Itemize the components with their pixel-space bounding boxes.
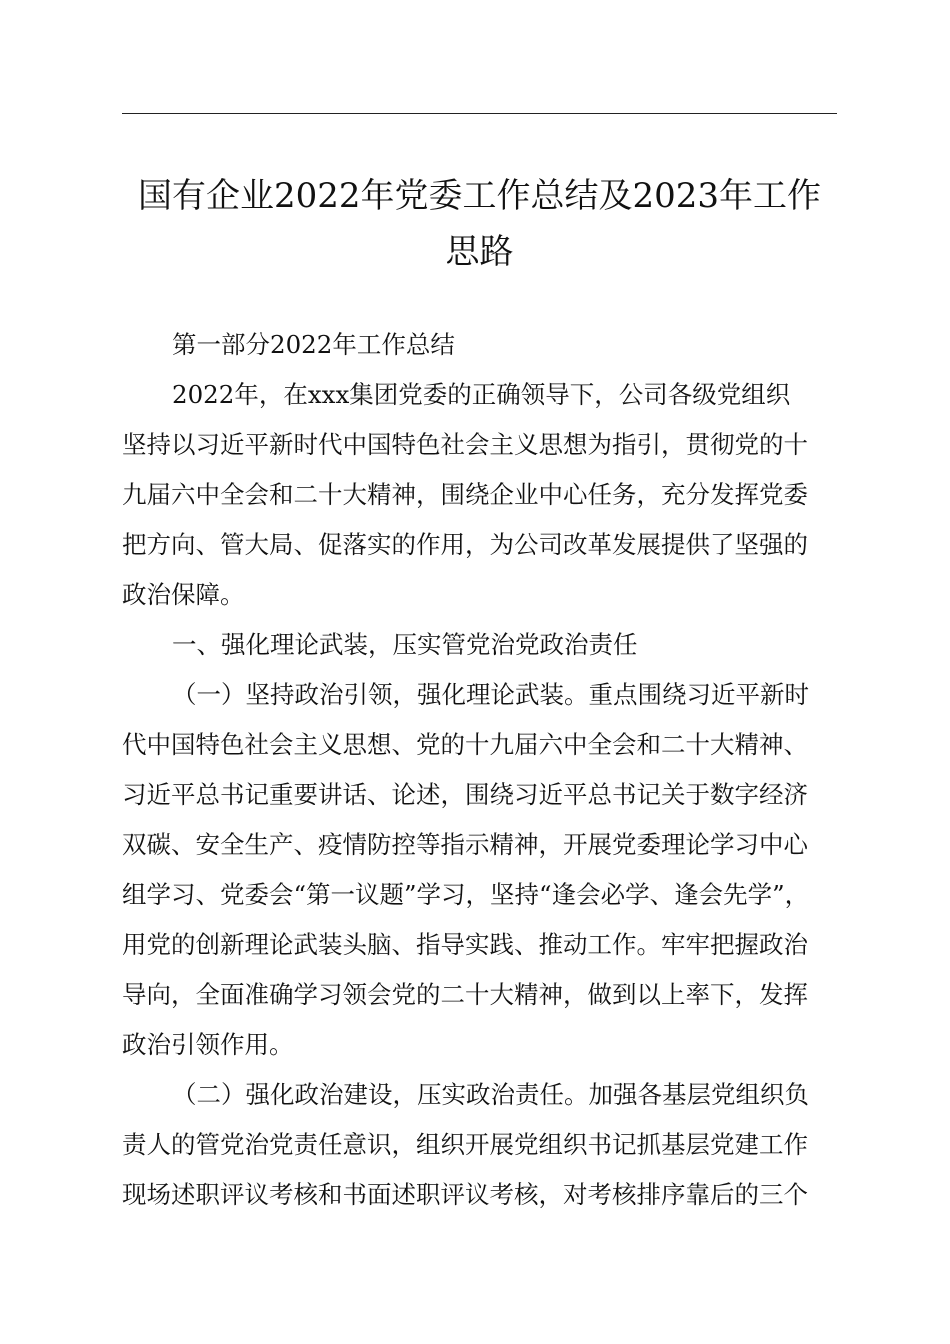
paragraph-line: 习近平总书记重要讲话、论述，围绕习近平总书记关于数字经济 [122, 780, 808, 809]
document-title [122, 168, 837, 280]
paragraph-line: 坚持以习近平新时代中国特色社会主义思想为指引，贯彻党的十 [122, 430, 808, 459]
paragraph-line: 2022年，在xxx集团党委的正确领导下，公司各级党组织 [172, 380, 791, 409]
paragraph-line: （二）强化政治建设，压实政治责任。加强各基层党组织负 [172, 1080, 809, 1109]
section-heading: 第一部分2022年工作总结 [172, 330, 455, 359]
paragraph-line: （一）坚持政治引领，强化理论武装。重点围绕习近平新时 [172, 680, 809, 709]
subsection-heading: 一、强化理论武装，压实管党治党政治责任 [172, 630, 638, 659]
title-line-2: 思路 [445, 232, 514, 272]
paragraph-line: 把方向、管大局、促落实的作用，为公司改革发展提供了坚强的 [122, 530, 808, 559]
title-line-1: 国有企业2022年党委工作总结及2023年工作 [137, 176, 822, 216]
paragraph-line: 组学习、党委会“第一议题”学习，坚持“逢会必学、逢会先学”， [122, 880, 810, 909]
paragraph-line: 九届六中全会和二十大精神，围绕企业中心任务，充分发挥党委 [122, 480, 808, 509]
paragraph-line: 政治保障。 [122, 580, 245, 609]
paragraph-line: 双碳、安全生产、疫情防控等指示精神，开展党委理论学习中心 [122, 830, 808, 859]
document-body [122, 320, 838, 1220]
paragraph-line: 导向，全面准确学习领会党的二十大精神，做到以上率下，发挥 [122, 980, 808, 1009]
paragraph-line: 政治引领作用。 [122, 1030, 294, 1059]
paragraph-line: 责人的管党治党责任意识，组织开展党组织书记抓基层党建工作 [122, 1130, 808, 1159]
header-rule [122, 113, 837, 114]
paragraph-line: 用党的创新理论武装头脑、指导实践、推动工作。牢牢把握政治 [122, 930, 808, 959]
paragraph-line: 现场述职评议考核和书面述职评议考核，对考核排序靠后的三个 [122, 1180, 808, 1209]
paragraph-line: 代中国特色社会主义思想、党的十九届六中全会和二十大精神、 [122, 730, 808, 759]
